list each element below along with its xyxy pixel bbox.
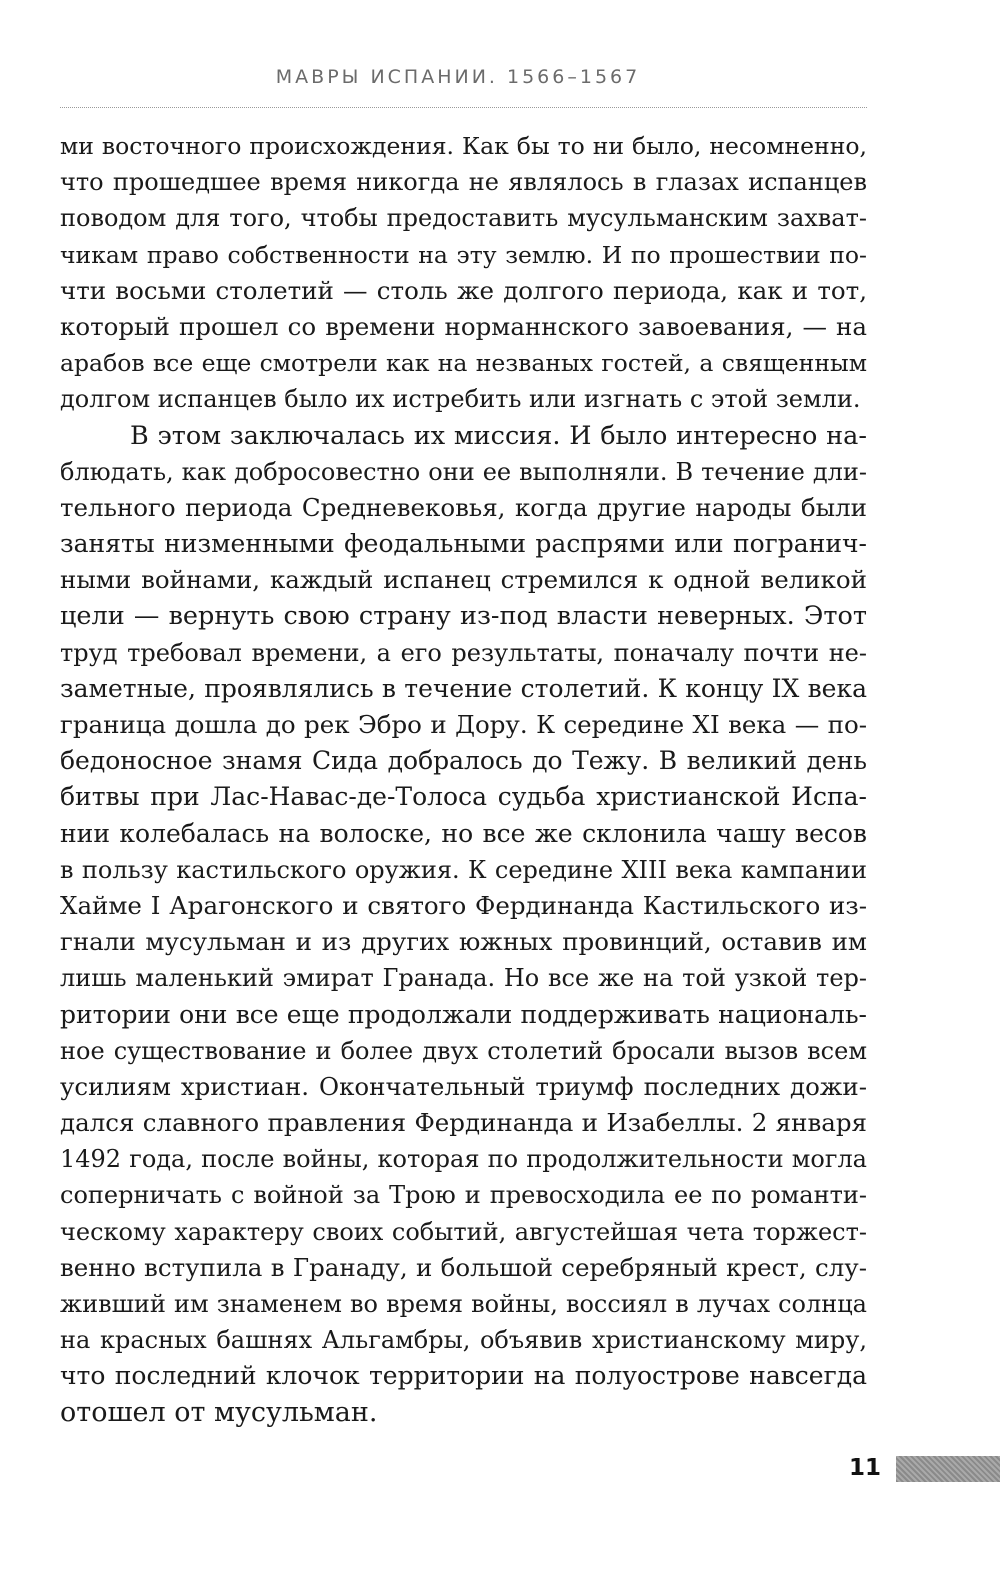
paragraph-1 [60,128,867,418]
text-line: лишь маленький эмират Гранада. Но все же на той узкой тер- [60,964,867,993]
text-line: что последний клочок территории на полуострове навсегда [60,1361,867,1391]
text-line: усилиям христиан. Окончательный триумф последних дожи- [60,1071,867,1101]
text-line: ческому характеру своих событий, августейшая чета торжест- [60,1217,867,1246]
text-line: арабов все еще смотрели как на незваных гостей, а священным [60,349,867,378]
header-rule [60,107,867,108]
page-number: 11 [849,1455,882,1481]
text-line: цели — вернуть свою страну из-под власти неверных. Этот [60,601,867,632]
text-line: венно вступила в Гранаду, и большой серебряный крест, слу- [60,1252,867,1282]
text-line: чикам право собственности на эту землю. И по прошествии по- [60,240,867,269]
text-line: ритории они все еще продолжали поддерживать националь- [60,999,867,1029]
text-line: дался славного правления Фердинанда и Изабеллы. 2 января [60,1108,867,1138]
text-line: в пользу кастильского оружия. К середине XIII века кампании [60,855,867,884]
text-line: граница дошла до рек Эбро и Дору. К середине XI века — по- [60,710,867,739]
running-header: МАВРЫ ИСПАНИИ. 1566–1567 [275,66,641,88]
text-line: ное существование и более двух столетий бросали вызов всем [60,1036,867,1065]
text-line: нии колебалась на волоске, но все же склонила чашу весов [60,818,867,848]
text-line: бедоносное знамя Сида добралось до Тежу. В великий день [60,746,867,776]
text-line: В этом заключалась их миссия. И было интересно на- [130,420,867,451]
text-line: Хайме I Арагонского и святого Фердинанда Кастильского из- [60,890,867,920]
text-line: поводом для того, чтобы предоставить мусульманским захват- [60,204,867,233]
text-line: что прошедшее время никогда не являлось в глазах испанцев [60,168,867,197]
text-line: долгом испанцев было их истребить или изгнать с этой земли. [60,385,861,414]
text-line: тельного периода Средневековья, когда другие народы были [60,492,867,522]
text-line: гнали мусульман и из других южных провинций, оставив им [60,927,867,957]
text-line: труд требовал времени, а его результаты, поначалу почти не- [60,638,867,667]
text-line: соперничать с войной за Трою и превосходила ее по романти- [60,1181,867,1210]
text-line: живший им знаменем во время войны, воссиял в лучах солнца [60,1290,867,1318]
page-edge-tab [896,1456,1000,1482]
paragraph-2 [60,418,867,1431]
text-line: 1492 года, после войны, которая по продолжительности могла [60,1145,867,1174]
text-line: на красных башнях Альгамбры, объявив христианскому миру, [60,1326,867,1355]
text-line: блюдать, как добросовестно они ее выполняли. В течение дли- [60,457,867,486]
text-line: чти восьми столетий — столь же долгого периода, как и тот, [60,275,867,305]
text-line: который прошел со времени норманнского завоевания, — на [60,311,867,341]
text-line: заметные, проявлялись в течение столетий. К концу IX века [60,673,867,703]
text-line: заняты низменными феодальными распрями или погранич- [60,529,867,559]
text-line: битвы при Лас-Навас-де-Толоса судьба христианской Испа- [60,782,867,812]
text-line: ными войнами, каждый испанец стремился к одной великой [60,565,867,595]
body-text [60,128,867,1431]
text-line: отошел от мусульман. [60,1396,378,1428]
text-line: ми восточного происхождения. Как бы то ни было, несомненно, [60,132,867,160]
